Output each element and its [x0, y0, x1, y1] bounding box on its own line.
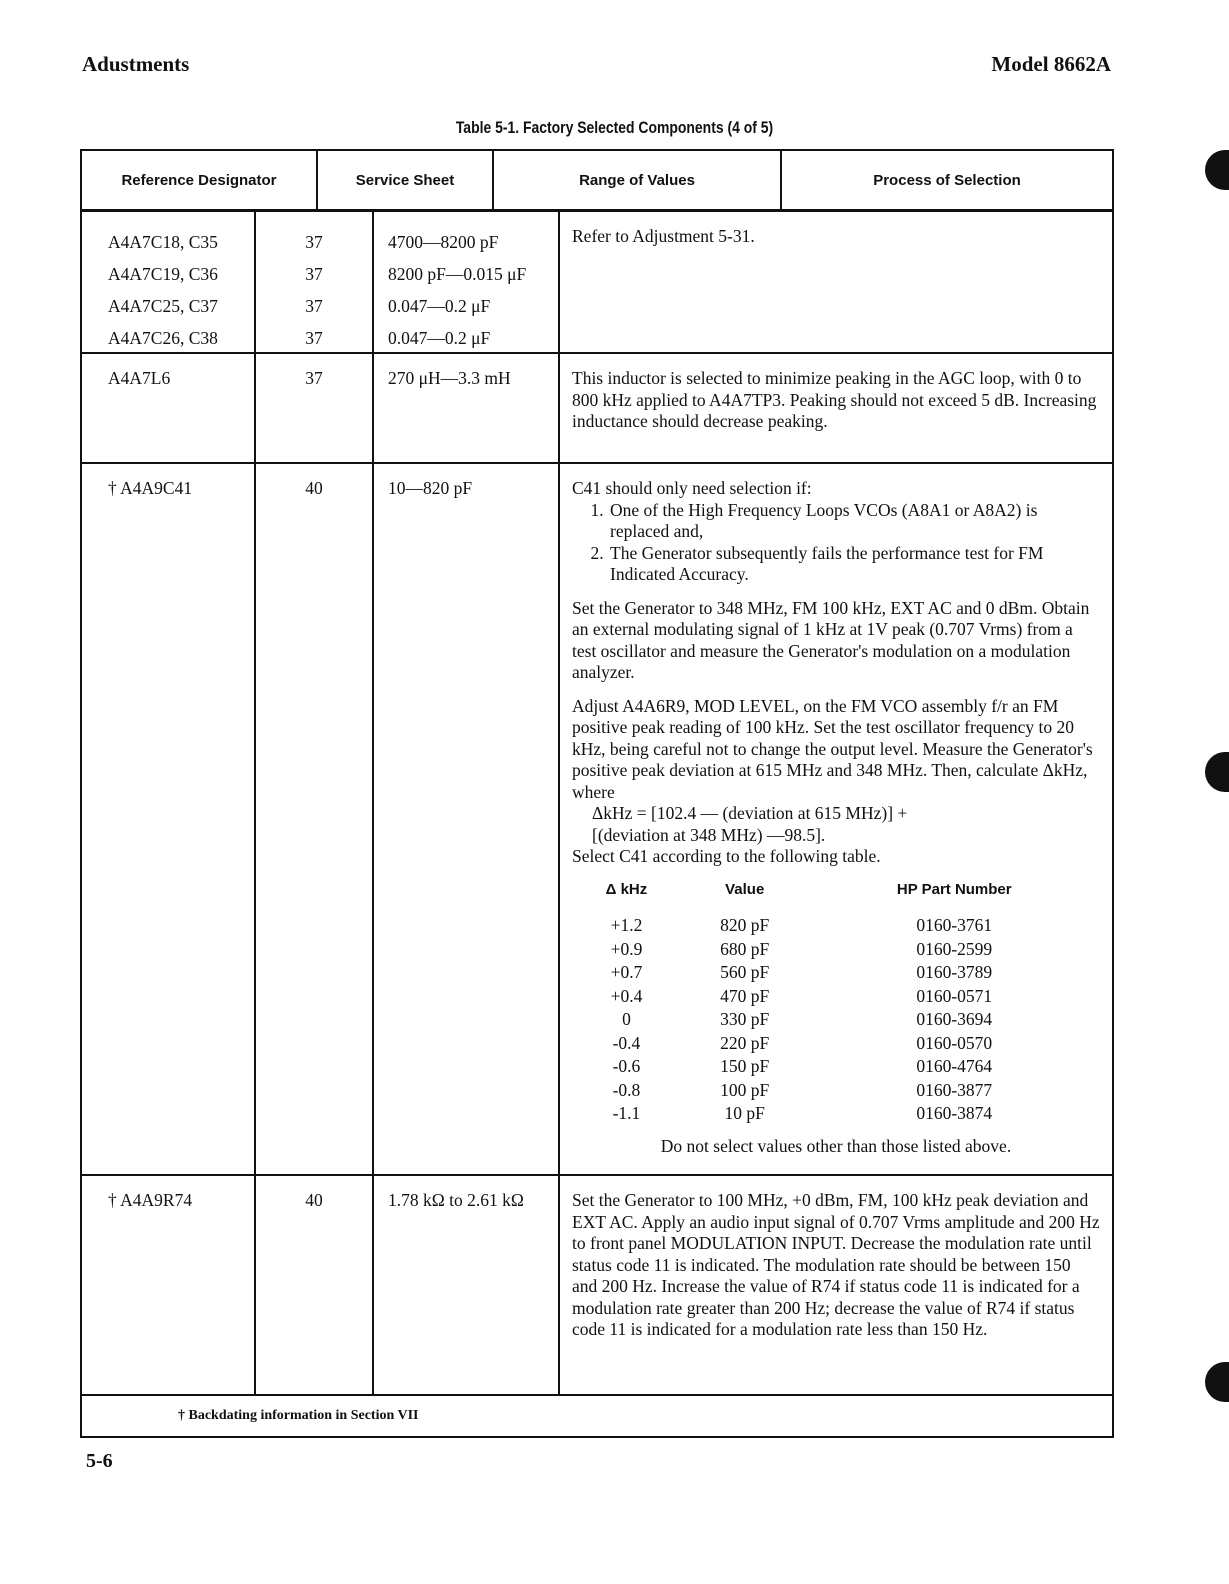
process-paragraph: Adjust A4A6R9, MOD LEVEL, on the FM VCO assembly f/r an FM positive peak reading of 100 kHz. Set the test oscillator frequency to 20 kHz, being careful not to change the output level. Measure the Generator's positive peak deviation at 615 MHz and 348 MHz. Then, calculate ΔkHz, where [572, 695, 1093, 802]
range-value: 4700—8200 pF [388, 232, 499, 252]
table-footnote-row [82, 1396, 1112, 1436]
range-cell [374, 212, 560, 352]
sheet-cell [256, 212, 374, 352]
table-header-row [82, 151, 1112, 212]
selection-header: Δ kHz [605, 880, 648, 898]
delta-khz: 0 [622, 1009, 631, 1029]
part-number: 0160-4764 [916, 1056, 993, 1076]
selection-row [572, 1008, 1100, 1032]
range-value: 0.047—0.2 μF [388, 328, 491, 348]
delta-khz: -0.4 [612, 1032, 641, 1053]
selection-header-row [572, 878, 1100, 915]
process-cell: This inductor is selected to minimize peaking in the AGC loop, with 0 to 800 kHz applied to A4A7TP3. Peaking should not exceed 5 dB. Increasing inductance should decrease peaking. [572, 368, 1097, 431]
condition-list [572, 500, 1100, 586]
delta-khz: -0.8 [612, 1079, 641, 1100]
list-item: 1. One of the High Frequency Loops VCOs (A8A1 or A8A2) is replaced and, [608, 500, 1100, 543]
range-cell: 270 μH—3.3 mH [374, 354, 560, 462]
range-cell: 1.78 kΩ to 2.61 kΩ [374, 1176, 560, 1394]
sheet-cell: 37 [256, 354, 374, 462]
part-number: 0160-2599 [916, 938, 993, 959]
selection-table [572, 878, 1100, 1126]
model-header: Model 8662A [991, 52, 1111, 76]
table-row [82, 464, 1112, 1176]
binder-hole-mark [1205, 1362, 1229, 1402]
selection-row [572, 961, 1100, 985]
table-row [82, 1176, 1112, 1396]
selection-row [572, 1032, 1100, 1056]
cap-value: 820 pF [720, 915, 770, 935]
cap-value: 150 pF [720, 1056, 770, 1076]
col-header-service-sheet: Service Sheet [318, 151, 494, 209]
range-cell: 10—820 pF [374, 464, 560, 1174]
delta-khz: +1.2 [610, 915, 643, 935]
range-value: 8200 pF—0.015 μF [388, 264, 527, 284]
ref-value: A4A7C19, C36 [108, 264, 218, 284]
page-number: 5-6 [86, 1450, 113, 1472]
col-header-process: Process of Selection [873, 171, 1021, 189]
ref-cell: † A4A9R74 [82, 1176, 256, 1394]
delta-khz: -0.6 [612, 1056, 641, 1076]
cap-value: 330 pF [720, 1009, 770, 1029]
part-number: 0160-3694 [916, 1009, 993, 1029]
ref-value: A4A7C18, C35 [108, 232, 218, 252]
process-cell [560, 464, 1112, 1174]
part-number: 0160-3761 [916, 915, 993, 935]
footnote: † Backdating information in Section VII [178, 1408, 419, 1423]
process-cell: Set the Generator to 100 MHz, +0 dBm, FM, 100 kHz peak deviation and EXT AC. Apply an audio input signal of 0.707 Vrms amplitude and 200 Hz to front panel MODULATION INPUT. Decrease the modulation rate until status code 11 is indicated. The modulation rate should be between 150 and 200 Hz. Increase the value of R74 if status code 11 is indicated for a modulation rate greater than 200 Hz; decrease the value of R74 if status code 11 is indicated for a modulation rate less than 150 Hz. [572, 1190, 1100, 1339]
table-row [82, 212, 1112, 354]
cap-value: 680 pF [720, 938, 770, 959]
selection-row [572, 1079, 1100, 1103]
table-title: Table 5-1. Factory Selected Components (4 of 5) [455, 118, 774, 137]
part-number: 0160-0571 [916, 985, 993, 1006]
binder-hole-mark [1205, 150, 1229, 190]
sheet-value: 37 [305, 232, 323, 252]
process-intro: C41 should only need selection if: [572, 478, 812, 498]
formula-line: [(deviation at 348 MHz) —98.5]. [592, 824, 826, 845]
process-cell: Refer to Adjustment 5-31. [572, 226, 755, 246]
delta-khz: +0.9 [610, 938, 643, 959]
select-instruction: Select C41 according to the following table. [572, 846, 881, 866]
sheet-value: 37 [305, 296, 323, 316]
part-number: 0160-3877 [916, 1079, 993, 1100]
table-row [82, 354, 1112, 464]
process-paragraph: Set the Generator to 348 MHz, FM 100 kHz, EXT AC and 0 dBm. Obtain an external modulating signal of 1 kHz at 1V peak (0.707 Vrms) from a test oscillator and measure the Generator's modulation on a modulation analyzer. [572, 597, 1090, 682]
cap-value: 10 pF [724, 1103, 765, 1123]
part-number: 0160-0570 [916, 1032, 993, 1053]
ref-cell: A4A7L6 [82, 354, 256, 462]
list-item: 2. The Generator subsequently fails the performance test for FM Indicated Accuracy. [608, 543, 1100, 586]
selection-row [572, 914, 1100, 938]
col-header-range: Range of Values [494, 151, 782, 209]
components-table [80, 149, 1114, 1438]
col-header-reference: Reference Designator [82, 151, 318, 209]
ref-value: A4A7C26, C38 [108, 328, 218, 348]
delta-khz: +0.4 [610, 985, 643, 1006]
range-value: 0.047—0.2 μF [388, 296, 491, 316]
cap-value: 220 pF [720, 1032, 770, 1053]
sheet-cell: 40 [256, 464, 374, 1174]
delta-khz: +0.7 [610, 962, 643, 982]
selection-row [572, 1102, 1100, 1126]
cap-value: 470 pF [720, 985, 770, 1006]
part-number: 0160-3874 [916, 1103, 993, 1123]
cap-value: 560 pF [720, 962, 770, 982]
sheet-value: 37 [305, 264, 323, 284]
sheet-cell: 40 [256, 1176, 374, 1394]
selection-note: Do not select values other than those listed above. [660, 1135, 1012, 1156]
cap-value: 100 pF [720, 1079, 770, 1100]
ref-value: A4A7C25, C37 [108, 296, 218, 316]
binder-hole-mark [1205, 752, 1229, 792]
part-number: 0160-3789 [916, 962, 993, 982]
selection-row [572, 938, 1100, 962]
formula-line: ΔkHz = [102.4 — (deviation at 615 MHz)] + [592, 803, 908, 823]
ref-cell: † A4A9C41 [82, 464, 256, 1174]
selection-header: Value [725, 880, 765, 898]
selection-row [572, 1055, 1100, 1079]
ref-cell [82, 212, 256, 352]
section-header: Adustments [82, 52, 190, 76]
selection-row [572, 985, 1100, 1009]
sheet-value: 37 [305, 328, 323, 348]
selection-header: HP Part Number [896, 880, 1012, 898]
delta-khz: -1.1 [612, 1103, 641, 1123]
